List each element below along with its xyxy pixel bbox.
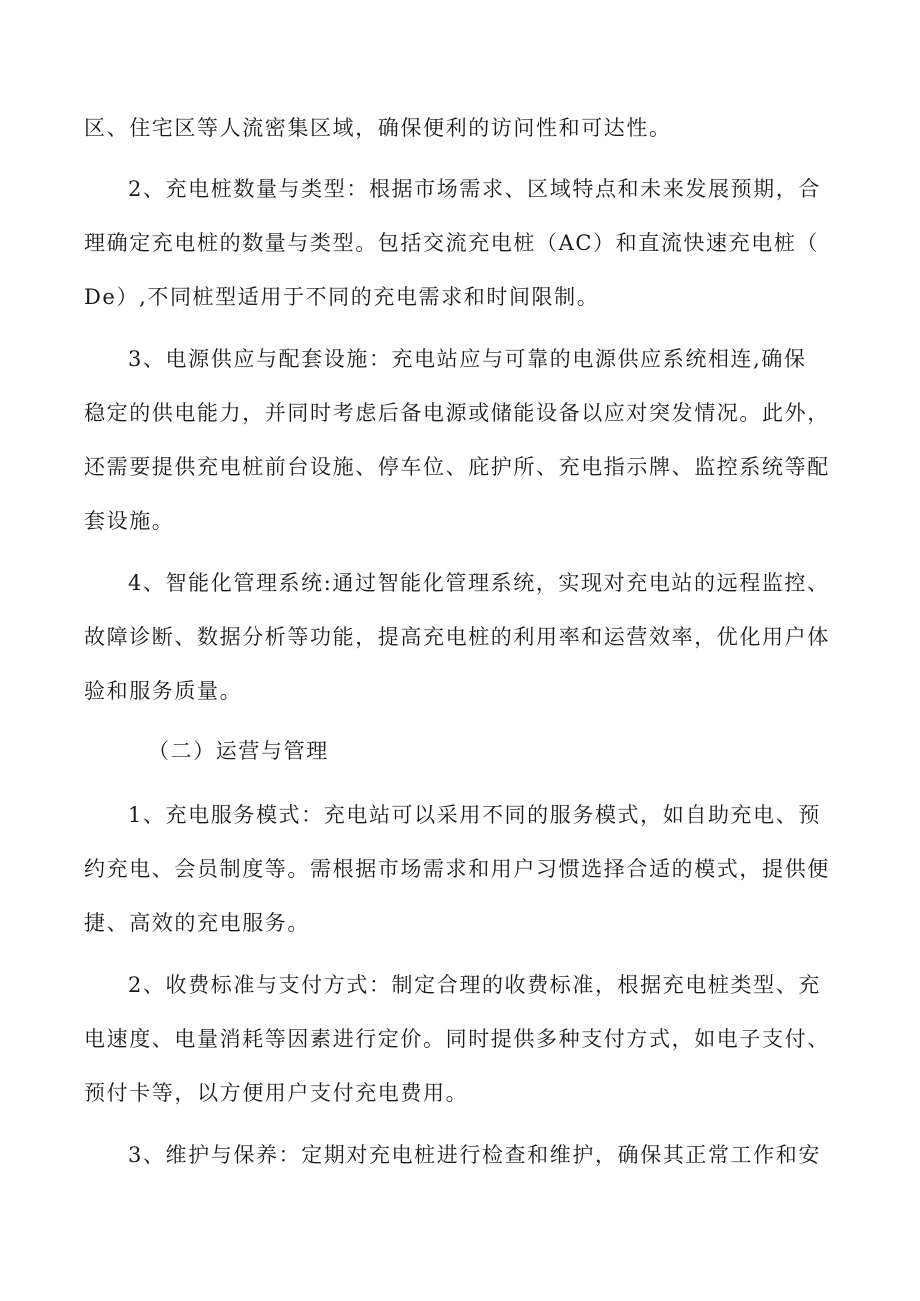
- paragraph-line: 1、充电服务模式：充电站可以采用不同的服务模式，如自助充电、预: [128, 803, 821, 827]
- paragraph-line: 故障诊断、数据分析等功能，提高充电桩的利用率和运营效率，优化用户体: [84, 625, 830, 649]
- paragraph-line: 套设施。: [84, 509, 175, 533]
- paragraph-line: 约充电、会员制度等。需根据市场需求和用户习惯选择合适的模式，提供便: [84, 857, 830, 881]
- paragraph-line: 预付卡等，以方便用户支付充电费用。: [84, 1081, 469, 1105]
- paragraph-line: 4、智能化管理系统:通过智能化管理系统，实现对充电站的远程监控、: [128, 571, 830, 595]
- paragraph-line: 3、维护与保养：定期对充电桩进行检查和维护，确保其正常工作和安: [128, 1143, 821, 1167]
- paragraph-line: 2、充电桩数量与类型：根据市场需求、区域特点和未来发展预期，合: [128, 177, 821, 201]
- paragraph-line: 3、电源供应与配套设施：充电站应与可靠的电源供应系统相连,确保: [128, 347, 807, 371]
- paragraph-line: 电速度、电量消耗等因素进行定价。同时提供多种支付方式，如电子支付、: [84, 1027, 830, 1051]
- paragraph-line: 区、住宅区等人流密集区域，确保便利的访问性和可达性。: [84, 116, 672, 140]
- paragraph-line: 理确定充电桩的数量与类型。包括交流充电桩（AC）和直流快速充电桩（: [84, 231, 820, 255]
- paragraph-line: 2、收费标准与支付方式：制定合理的收费标准，根据充电桩类型、充: [128, 973, 821, 997]
- paragraph-line: 还需要提供充电桩前台设施、停车位、庇护所、充电指示牌、监控系统等配: [84, 455, 830, 479]
- paragraph-line: De）,不同桩型适用于不同的充电需求和时间限制。: [84, 285, 600, 309]
- paragraph-line: 稳定的供电能力，并同时考虑后备电源或储能设备以应对突发情况。此外，: [84, 401, 830, 425]
- paragraph-line: 验和服务质量。: [84, 679, 243, 703]
- paragraph-line: 捷、高效的充电服务。: [84, 911, 310, 935]
- section-heading: （二）运营与管理: [148, 739, 329, 763]
